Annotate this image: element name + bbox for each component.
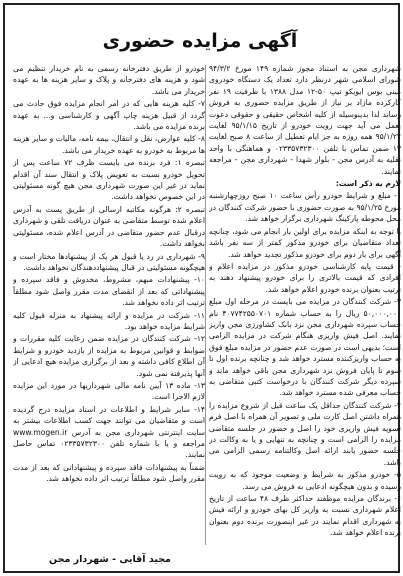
paragraph: ۱۰- پیشنهادات مبهم، مشروط، مخدوش و فاقد سپرده و پیشنهاداتی که بعد از انقضای مدت مقرر واصل شود مطلقاً ترتیب اثر داده نخواهد شد. [13, 275, 205, 308]
paragraph: خودرو از طریق دفترخانه رسمی به نام خریدار تنظیم می شود و هزینه های دفترخانه و پلاک و سایر هزینه ها به عهده خریدار می باشد. [13, 64, 205, 96]
paragraph: ۱۳- ماده ۱۳ آیین نامه مالی شهرداریها در مورد این مزایده لازم الاجرا است. [13, 380, 205, 402]
paragraph: - قیمت پایه کارشناسی خودرو مذکور در مزایده اعلام و افرادی که قیمت بالاتری را برای خودرو پیشنهاد دهند به ترتیب بعنوان برنده خودرو اعلام خواهد شد. [209, 261, 401, 294]
paragraph: ۹- شهرداری در رد یا قبول هر یک از پیشنهادها مختار است و هیچگونه مسئولیتی در قبال پیشنهاددهندگان نخواهد داشت. [13, 251, 205, 272]
paragraph: ۶- برندگان مزایده موظفند حداکثر ظرف ۴۸ ساعت از تاریخ اعلام شهرداری نسبت به واریز کل بهای خودرو و ارائه فیش به شهرداری اقدام نمایند در غیر اینصورت برنده دوم بعنوان برنده اعلام خواهد شد. [209, 494, 401, 538]
paragraph: تبصره ۱: فرد برنده می بایست ظرف ۷۲ ساعت پس از تحویل خودرو نسبت به تعویض پلاک و انتقال سند آن اقدام نماید در غیر این صورت شهرداری مجن هیچ گونه مسئولیتی در این خصوص نخواهد داشت. [13, 158, 205, 202]
column-divider [205, 65, 206, 545]
auction-notice [3, 3, 400, 573]
notice-column-right [209, 63, 401, 555]
paragraph: با توجه به اینکه مزایده برای اولین بار انجام می شود، چنانچه تعداد متقاضیان برای خودرو مذکور کمتر از سه نفر باشد آگهی برای بار دوم برای خودرو مذکور تجدید خواهد شد. [209, 226, 401, 259]
notice-column-left [13, 63, 205, 555]
paragraph: ۱۱- شرکت در مزایده و ارائه پیشنهاد به منزله قبول کلیه شرایط مزایده خواهد بود. [13, 310, 205, 331]
paragraph: ضمناً به پیشنهادات فاقد سپرده و پیشنهاداتی که بعد از مدت مقرر واصل شود مطلقاً ترتیب اثر داده نخواهد شد. [13, 462, 205, 484]
paragraph: ۱۲- شرکت کنندگان در مزایده ضمن رعایت کلیه مقررات و ضوابط و قوانین مربوط به مزایده از بازدید خودرو و شرایط آن اطلاع کافی داشته و بعد از برگزاری مزایده هیچ ادعایی از آنها پذیرفته نمی شود. [13, 334, 205, 378]
paragraph: ۱۴- سایر شرایط و اطلاعات در اسناد مزایده درج گردیده است و متقاضیان می توانند جهت کسب اطلاعات بیشتر به سایت اینترنتی شهرداری مجن به آدرس www.mogen.ir مراجعه و یا با شماره تلفن ۰۲۳۳۵۷۳۲۳۰۰ تماس حاصل نمایند. [13, 404, 205, 460]
notice-title: آگهی مزایده حضوری [102, 30, 298, 52]
paragraph-subhead: لازم به ذکر است: [335, 179, 401, 189]
paragraph: ۴- شرکت کنندگان حداقل یک ساعت قبل از شروع مزایده را همراه داشتن اصل کارت ملی و تصویر آن همراه با اصل فرم تسویه فیش واریزی خود را اصل و حضور در جلسه متقاضی مزایده را الزامی است و چنانچه به تنهایی و یا به وکالت در جلسه حضور یابند ارائه اصل وکالتنامه رسمی الزامی می باشد. [209, 400, 401, 467]
signature: مجید آقایی - شهردار مجن [49, 554, 171, 565]
paragraph: ۱- مبلغ و شرایط خودرو رأس ساعت ۱۰ صبح روزچهارشنبه مورخ ۹۵/۱/۲۵ به صورت حضوری با حضور شرکت کنندگان در محل محوطه پارکینگ شهرداری برگزار خواهد شد. [209, 191, 401, 224]
paragraph: تبصره ۲: هرگونه مکاتبه ارسالی از طریق پست به آدرس اعلام شده توسط متقاضی به عنوان دریافت تلقی و شهرداری درقبال عدم حضور متقاضی در آدرس اعلام شده، مسئولیتی نخواهد داشت. [13, 204, 205, 249]
paragraph: ۷- کلیه هزینه هایی که در امر انجام مزایده فوق حادث می گردد از قبیل هزینه چاپ آگهی و کارشناسی و... به عهده برنده مزایده می باشد. [13, 99, 205, 132]
paragraph: شهرداری مجن به استناد مجوز شماره ۱۴۹ مورخ ۹۴/۳/۲ شورای اسلامی شهر درنظر دارد تعداد یک دستگاه خودروی مینی بوس ایویکو تیپ ۵۰-۱۲ مدل ۱۳۸۸ با ظرفیت ۱۹ نفر کارکرده مازاد بر نیاز از طریق مزایده حضوری به فروش رساند لذا بدینوسیله از کلیه اشخاص حقیقی و حقوقی دعوت بعمل می آید جهت رویت خودرو از تاریخ ۹۵/۱/۱۵ لغایت ۹۵/۱/۲۴ همه روزه به جز ایام تعطیل از ساعت ۸ صبح لغایت ۱۳ ضمن تماس با تلفن ۰۲۳۳۵۷۳۲۳۰۰ و هماهنگی با واحد نقلیه به آدرس مجن - بلوار شهدا - شهرداری مجن - مراجعه نمایند. [209, 64, 401, 176]
paragraph: ۳- شرکت کنندگان در مزایده می بایست در مرحله اول مبلغ ۵۰,۰۰۰,۰۰۰ ریال را به حساب شماره ۴۰۷۷۴۲۵۵۰۷۰۱ نام حساب سپرده شهرداری مجن نزد بانک کشاورزی مجن واریز نمایند. اصل فیش واریزی هنگام شرکت در مزایده الزامی است؛ بدیهی است در صورت عدم حضور در مزایده مبلغ فوق به حساب واریزکننده مسترد خواهد شد و چنانچه برنده اول تا سوم تا پایان فروش نزد شهرداری مجن باقی خواهد ماند و سپرده دیگر شرکت کنندگان با درخواست کتبی متقاضی به حساب معرفی شده مسترد خواهد شد. [209, 297, 401, 398]
paragraph: ۵- خودرو مذکور به شرایط و وضعیت موجود که به رویت رسیده و بدون هیچگونه ادعایی به فروش می رسد. [209, 470, 401, 491]
paragraph: ۸- کلیه عوارض، نقل و انتقال، بیمه نامه، مالیات و سایر هزینه ها مربوط به خودرو به عهده خریدار می باشد. [13, 134, 205, 155]
